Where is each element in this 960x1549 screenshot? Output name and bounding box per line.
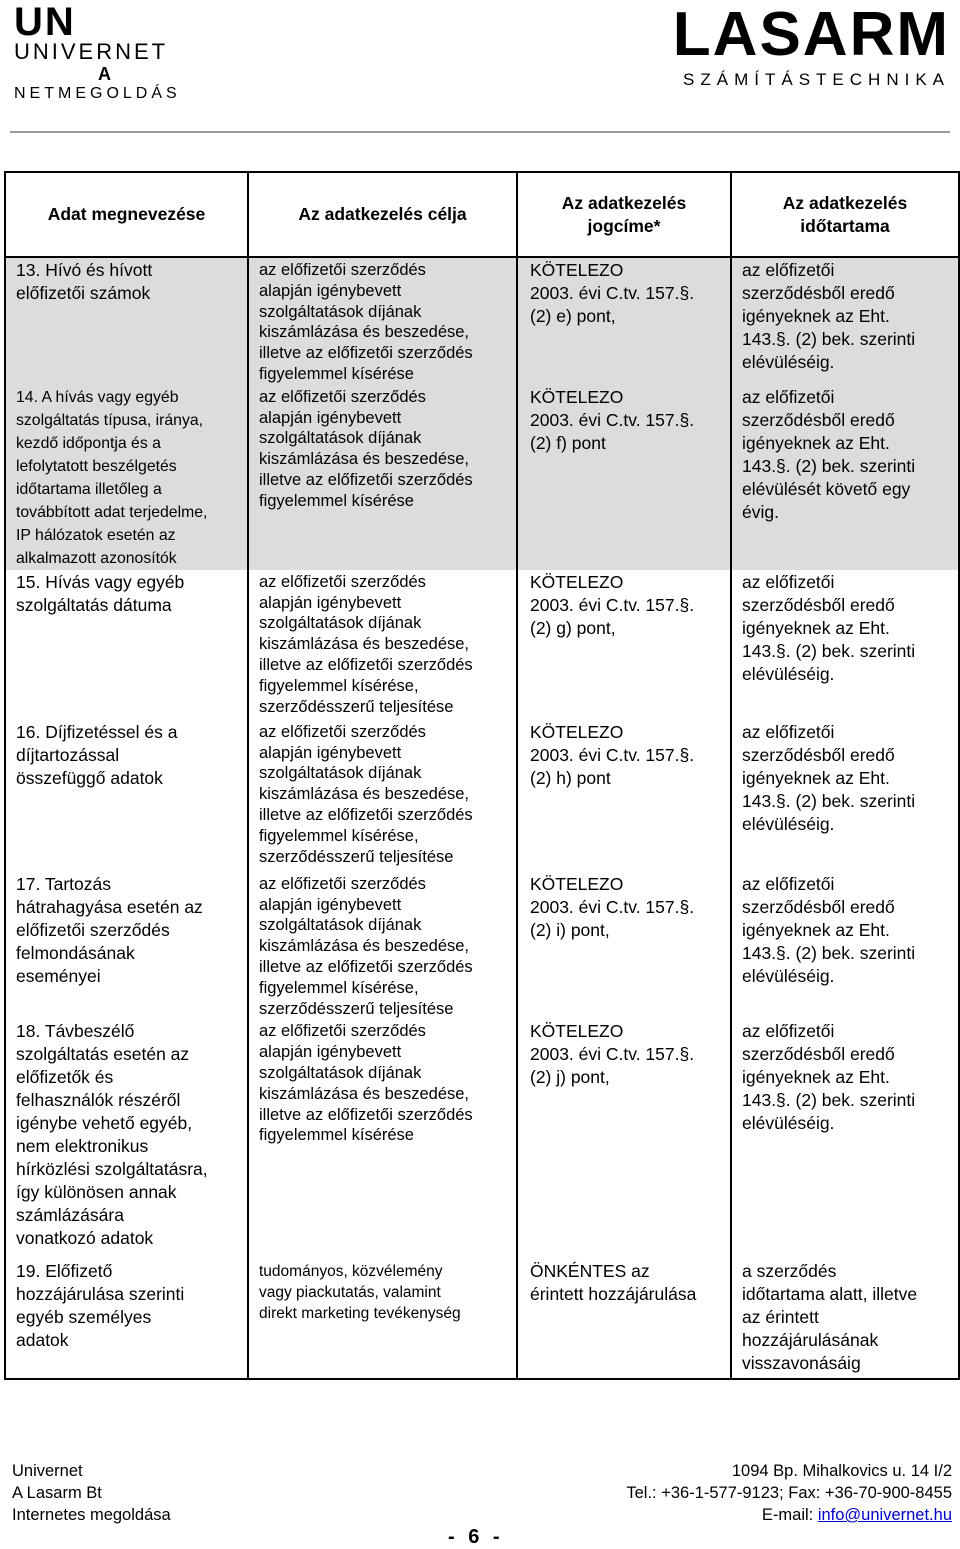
cell-text-line: (2) f) pont <box>530 432 606 453</box>
cell-text-line: figyelemmel kísérése, <box>259 676 419 695</box>
data-name-cell <box>5 872 248 1020</box>
legal-basis-cell <box>517 570 731 720</box>
cell-text-line: szerződésszerű teljesítése <box>259 697 454 716</box>
cell-text-line: összefüggő adatok <box>16 767 163 788</box>
page-number: - 6 - <box>448 1526 504 1548</box>
cell-text-line: 14. A hívás vagy egyéb <box>16 388 179 406</box>
cell-text-line: szolgáltatás dátuma <box>16 594 172 615</box>
cell-text-line: igénybe vehető egyéb, <box>16 1113 193 1134</box>
cell-text-line: időtartama illetőleg a <box>16 480 162 498</box>
cell-text-line: kezdő időpontja és a <box>16 434 161 452</box>
cell-text-line: 143.§. (2) bek. szerinti <box>742 329 916 349</box>
duration-cell <box>731 720 959 872</box>
purpose-cell <box>248 1259 517 1379</box>
cell-text-line: 2003. évi C.tv. 157.§. <box>530 409 695 430</box>
cell-text-line: szerződésszerű teljesítése <box>259 847 454 866</box>
cell-text-line: az előfizetői <box>742 873 835 894</box>
legal-basis-cell <box>517 1259 731 1379</box>
legal-basis-cell <box>517 720 731 872</box>
cell-text-line: igényeknek az Eht. <box>742 617 890 638</box>
cell-text-line: szerződésszerű teljesítése <box>259 999 454 1018</box>
cell-text-line: 2003. évi C.tv. 157.§. <box>530 1044 695 1065</box>
cell-text-line: szerződésből eredő <box>742 896 895 917</box>
cell-text-line: tudományos, közvélemény <box>259 1263 443 1281</box>
cell-text-line: így különösen annak <box>16 1182 177 1203</box>
cell-text-line: számlázására <box>16 1205 124 1226</box>
cell-text-line: szerződésből eredő <box>742 283 895 303</box>
cell-text-line: 15. Hívás vagy egyéb <box>16 571 185 592</box>
cell-text-line: elévüléséig. <box>742 663 835 684</box>
cell-text-line: az előfizetői szerződés <box>259 572 426 591</box>
duration-cell <box>731 257 959 385</box>
cell-text-line: alapján igénybevett <box>259 895 402 914</box>
cell-text-line: az előfizetői szerződés <box>259 874 426 893</box>
cell-text-line: adatok <box>16 1330 69 1351</box>
duration-cell <box>731 385 959 570</box>
data-name-cell <box>5 385 248 570</box>
table-row <box>5 385 959 570</box>
table-row <box>5 720 959 872</box>
header-duration: Az adatkezelés időtartama <box>731 172 959 257</box>
cell-text-line: kiszámlázása és beszedése, <box>259 785 470 804</box>
cell-text-line: 16. Díjfizetéssel és a <box>16 721 178 742</box>
cell-text-line: szerződésből eredő <box>742 594 895 615</box>
cell-text-line: díjtartozással <box>16 744 120 765</box>
univernet-logo-mark: UN <box>14 0 76 44</box>
cell-text-line: szerződésből eredő <box>742 1044 895 1065</box>
footer-line: Internetes megoldása <box>12 1506 171 1524</box>
footer-address: 1094 Bp. Mihalkovics u. 14 I/2 <box>731 1462 952 1480</box>
cell-text-line: kiszámlázása és beszedése, <box>259 937 470 956</box>
cell-text-line: az előfizetői <box>742 386 835 407</box>
purpose-cell <box>248 385 517 570</box>
cell-text-line: időtartama alatt, illetve <box>742 1284 918 1305</box>
cell-text-line: nem elektronikus <box>16 1136 149 1157</box>
cell-text-line: igényeknek az Eht. <box>742 306 890 326</box>
cell-text-line: alapján igénybevett <box>259 281 402 300</box>
cell-text-line: visszavonásáig <box>742 1353 861 1374</box>
header-divider <box>10 131 950 133</box>
cell-text-line: 143.§. (2) bek. szerinti <box>742 790 916 811</box>
cell-text-line: 2003. évi C.tv. 157.§. <box>530 896 695 917</box>
header-legal-basis: Az adatkezelés jogcíme* <box>517 172 731 257</box>
cell-text-line: 143.§. (2) bek. szerinti <box>742 942 916 963</box>
cell-text-line: illetve az előfizetői szerződés <box>259 470 473 489</box>
cell-text-line: elévüléséig. <box>742 352 835 372</box>
cell-text-line: 2003. évi C.tv. 157.§. <box>530 744 695 765</box>
cell-text-line: igényeknek az Eht. <box>742 1067 890 1088</box>
footer-line: A Lasarm Bt <box>12 1484 102 1502</box>
cell-text-line: az előfizetői szerződés <box>259 261 426 279</box>
legal-basis-cell <box>517 257 731 385</box>
data-name-cell <box>5 1019 248 1259</box>
cell-text-line: hátrahagyása esetén az <box>16 896 203 917</box>
duration-cell <box>731 570 959 720</box>
footer-company <box>12 1460 171 1526</box>
cell-text-line: előfizetői szerződés <box>16 919 170 940</box>
cell-text-line: az előfizetői szerződés <box>259 387 426 406</box>
header-data-name: Adat megnevezése <box>5 172 248 257</box>
cell-text-line: (2) e) pont, <box>530 306 616 326</box>
cell-text-line: lefolytatott beszélgetés <box>16 457 177 475</box>
cell-text-line: illetve az előfizetői szerződés <box>259 655 473 674</box>
data-name-cell <box>5 1259 248 1379</box>
cell-text-line: vonatkozó adatok <box>16 1228 154 1249</box>
cell-text-line: (2) j) pont, <box>530 1067 610 1088</box>
cell-text-line: felmondásának <box>16 942 135 963</box>
cell-text-line: kiszámlázása és beszedése, <box>259 635 470 654</box>
cell-text-line: előfizetők és <box>16 1067 114 1088</box>
cell-text-line: előfizetői számok <box>16 283 151 303</box>
cell-text-line: 17. Tartozás <box>16 873 112 894</box>
footer-email-line <box>626 1504 952 1526</box>
cell-text-line: kiszámlázása és beszedése, <box>259 1084 470 1103</box>
cell-text-line: eseményei <box>16 965 101 986</box>
cell-text-line: (2) g) pont, <box>530 617 616 638</box>
cell-text-line: kiszámlázása és beszedése, <box>259 323 470 342</box>
cell-text-line: KÖTELEZO <box>530 260 624 280</box>
lasarm-logo-word: LASARM <box>672 0 950 69</box>
cell-text-line: 2003. évi C.tv. 157.§. <box>530 283 695 303</box>
cell-text-line: 143.§. (2) bek. szerinti <box>742 640 916 661</box>
data-name-cell <box>5 570 248 720</box>
cell-text-line: alapján igénybevett <box>259 593 402 612</box>
page-footer <box>0 1460 960 1548</box>
data-name-cell <box>5 720 248 872</box>
purpose-cell <box>248 1019 517 1259</box>
table-row <box>5 872 959 1020</box>
cell-text-line: KÖTELEZO <box>530 873 624 894</box>
cell-text-line: felhasználók részéről <box>16 1090 181 1111</box>
legal-basis-cell <box>517 1019 731 1259</box>
cell-text-line: KÖTELEZO <box>530 571 624 592</box>
cell-text-line: érintett hozzájárulása <box>530 1284 697 1305</box>
cell-text-line: alapján igénybevett <box>259 1043 402 1062</box>
cell-text-line: 2003. évi C.tv. 157.§. <box>530 594 695 615</box>
cell-text-line: hírközlési szolgáltatásra, <box>16 1159 208 1180</box>
lasarm-logo-tagline: SZÁMÍTÁSTECHNIKA <box>683 70 950 89</box>
table-header-row <box>5 172 959 257</box>
cell-text-line: egyéb személyes <box>16 1307 152 1328</box>
cell-text-line: az érintett <box>742 1307 819 1328</box>
footer-phone: Tel.: +36-1-577-9123; Fax: +36-70-900-8455 <box>626 1484 952 1502</box>
cell-text-line: vagy piackutatás, valamint <box>259 1284 441 1302</box>
univernet-logo-connector: A <box>98 64 111 84</box>
legal-basis-cell <box>517 385 731 570</box>
legal-basis-cell <box>517 872 731 1020</box>
cell-text-line: ÖNKÉNTES az <box>530 1261 650 1282</box>
table-row <box>5 570 959 720</box>
data-processing-table <box>4 171 960 1380</box>
table-row <box>5 257 959 385</box>
cell-text-line: évig. <box>742 501 779 522</box>
email-link[interactable]: info@univernet.hu <box>817 1506 952 1524</box>
cell-text-line: igényeknek az Eht. <box>742 432 890 453</box>
cell-text-line: alapján igénybevett <box>259 743 402 762</box>
cell-text-line: figyelemmel kísérése <box>259 364 414 383</box>
cell-text-line: szolgáltatások díjának <box>259 614 422 633</box>
cell-text-line: elévüléséig. <box>742 965 835 986</box>
footer-email-label: E-mail: <box>761 1506 818 1524</box>
cell-text-line: szerződésből eredő <box>742 409 895 430</box>
cell-text-line: elévüléséig. <box>742 1113 835 1134</box>
cell-text-line: a szerződés <box>742 1261 837 1282</box>
purpose-cell <box>248 257 517 385</box>
cell-text-line: illetve az előfizetői szerződés <box>259 344 473 363</box>
footer-contact <box>626 1460 952 1526</box>
duration-cell <box>731 872 959 1020</box>
cell-text-line: figyelemmel kísérése <box>259 1126 414 1145</box>
cell-text-line: az előfizetői <box>742 721 835 742</box>
cell-text-line: 19. Előfizető <box>16 1261 113 1282</box>
cell-text-line: alapján igénybevett <box>259 408 402 427</box>
cell-text-line: 13. Hívó és hívott <box>16 260 153 280</box>
duration-cell <box>731 1019 959 1259</box>
cell-text-line: szolgáltatások díjának <box>259 916 422 935</box>
table-row <box>5 1019 959 1259</box>
cell-text-line: az előfizetői <box>742 260 835 280</box>
cell-text-line: illetve az előfizetői szerződés <box>259 1105 473 1124</box>
lasarm-logo <box>650 2 950 102</box>
cell-text-line: hozzájárulása szerinti <box>16 1284 185 1305</box>
cell-text-line: hozzájárulásának <box>742 1330 879 1351</box>
cell-text-line: igényeknek az Eht. <box>742 919 890 940</box>
cell-text-line: KÖTELEZO <box>530 721 624 742</box>
cell-text-line: továbbított adat terjedelme, <box>16 503 208 521</box>
cell-text-line: szerződésből eredő <box>742 744 895 765</box>
data-name-cell <box>5 257 248 385</box>
cell-text-line: 18. Távbeszélő <box>16 1021 135 1042</box>
table-row <box>5 1259 959 1379</box>
header-purpose: Az adatkezelés célja <box>248 172 517 257</box>
cell-text-line: kiszámlázása és beszedése, <box>259 450 470 469</box>
univernet-logo-tagline: NETMEGOLDÁS <box>14 85 181 102</box>
cell-text-line: szolgáltatások díjának <box>259 764 422 783</box>
cell-text-line: 143.§. (2) bek. szerinti <box>742 455 916 476</box>
cell-text-line: szolgáltatások díjának <box>259 429 422 448</box>
cell-text-line: KÖTELEZO <box>530 1021 624 1042</box>
univernet-logo-brand: UNIVERNET <box>14 39 169 64</box>
duration-cell <box>731 1259 959 1379</box>
cell-text-line: direkt marketing tevékenység <box>259 1305 461 1323</box>
footer-line: Univernet <box>12 1462 83 1480</box>
cell-text-line: az előfizetői szerződés <box>259 1022 426 1041</box>
cell-text-line: az előfizetői <box>742 1021 835 1042</box>
cell-text-line: figyelemmel kísérése, <box>259 978 419 997</box>
cell-text-line: alkalmazott azonosítók <box>16 549 177 567</box>
purpose-cell <box>248 720 517 872</box>
cell-text-line: figyelemmel kísérése <box>259 491 414 510</box>
cell-text-line: figyelemmel kísérése, <box>259 826 419 845</box>
cell-text-line: (2) i) pont, <box>530 919 610 940</box>
purpose-cell <box>248 570 517 720</box>
cell-text-line: 143.§. (2) bek. szerinti <box>742 1090 916 1111</box>
purpose-cell <box>248 872 517 1020</box>
cell-text-line: szolgáltatás esetén az <box>16 1044 190 1065</box>
cell-text-line: igényeknek az Eht. <box>742 767 890 788</box>
cell-text-line: szolgáltatások díjának <box>259 1063 422 1082</box>
cell-text-line: KÖTELEZO <box>530 386 624 407</box>
cell-text-line: elévülését követő egy <box>742 478 911 499</box>
cell-text-line: az előfizetői szerződés <box>259 722 426 741</box>
cell-text-line: illetve az előfizetői szerződés <box>259 805 473 824</box>
cell-text-line: illetve az előfizetői szerződés <box>259 957 473 976</box>
cell-text-line: (2) h) pont <box>530 767 611 788</box>
cell-text-line: az előfizetői <box>742 571 835 592</box>
cell-text-line: szolgáltatások díjának <box>259 302 422 321</box>
cell-text-line: elévüléséig. <box>742 813 835 834</box>
cell-text-line: IP hálózatok esetén az <box>16 526 176 544</box>
univernet-logo <box>14 0 234 102</box>
cell-text-line: szolgáltatás típusa, iránya, <box>16 411 204 429</box>
